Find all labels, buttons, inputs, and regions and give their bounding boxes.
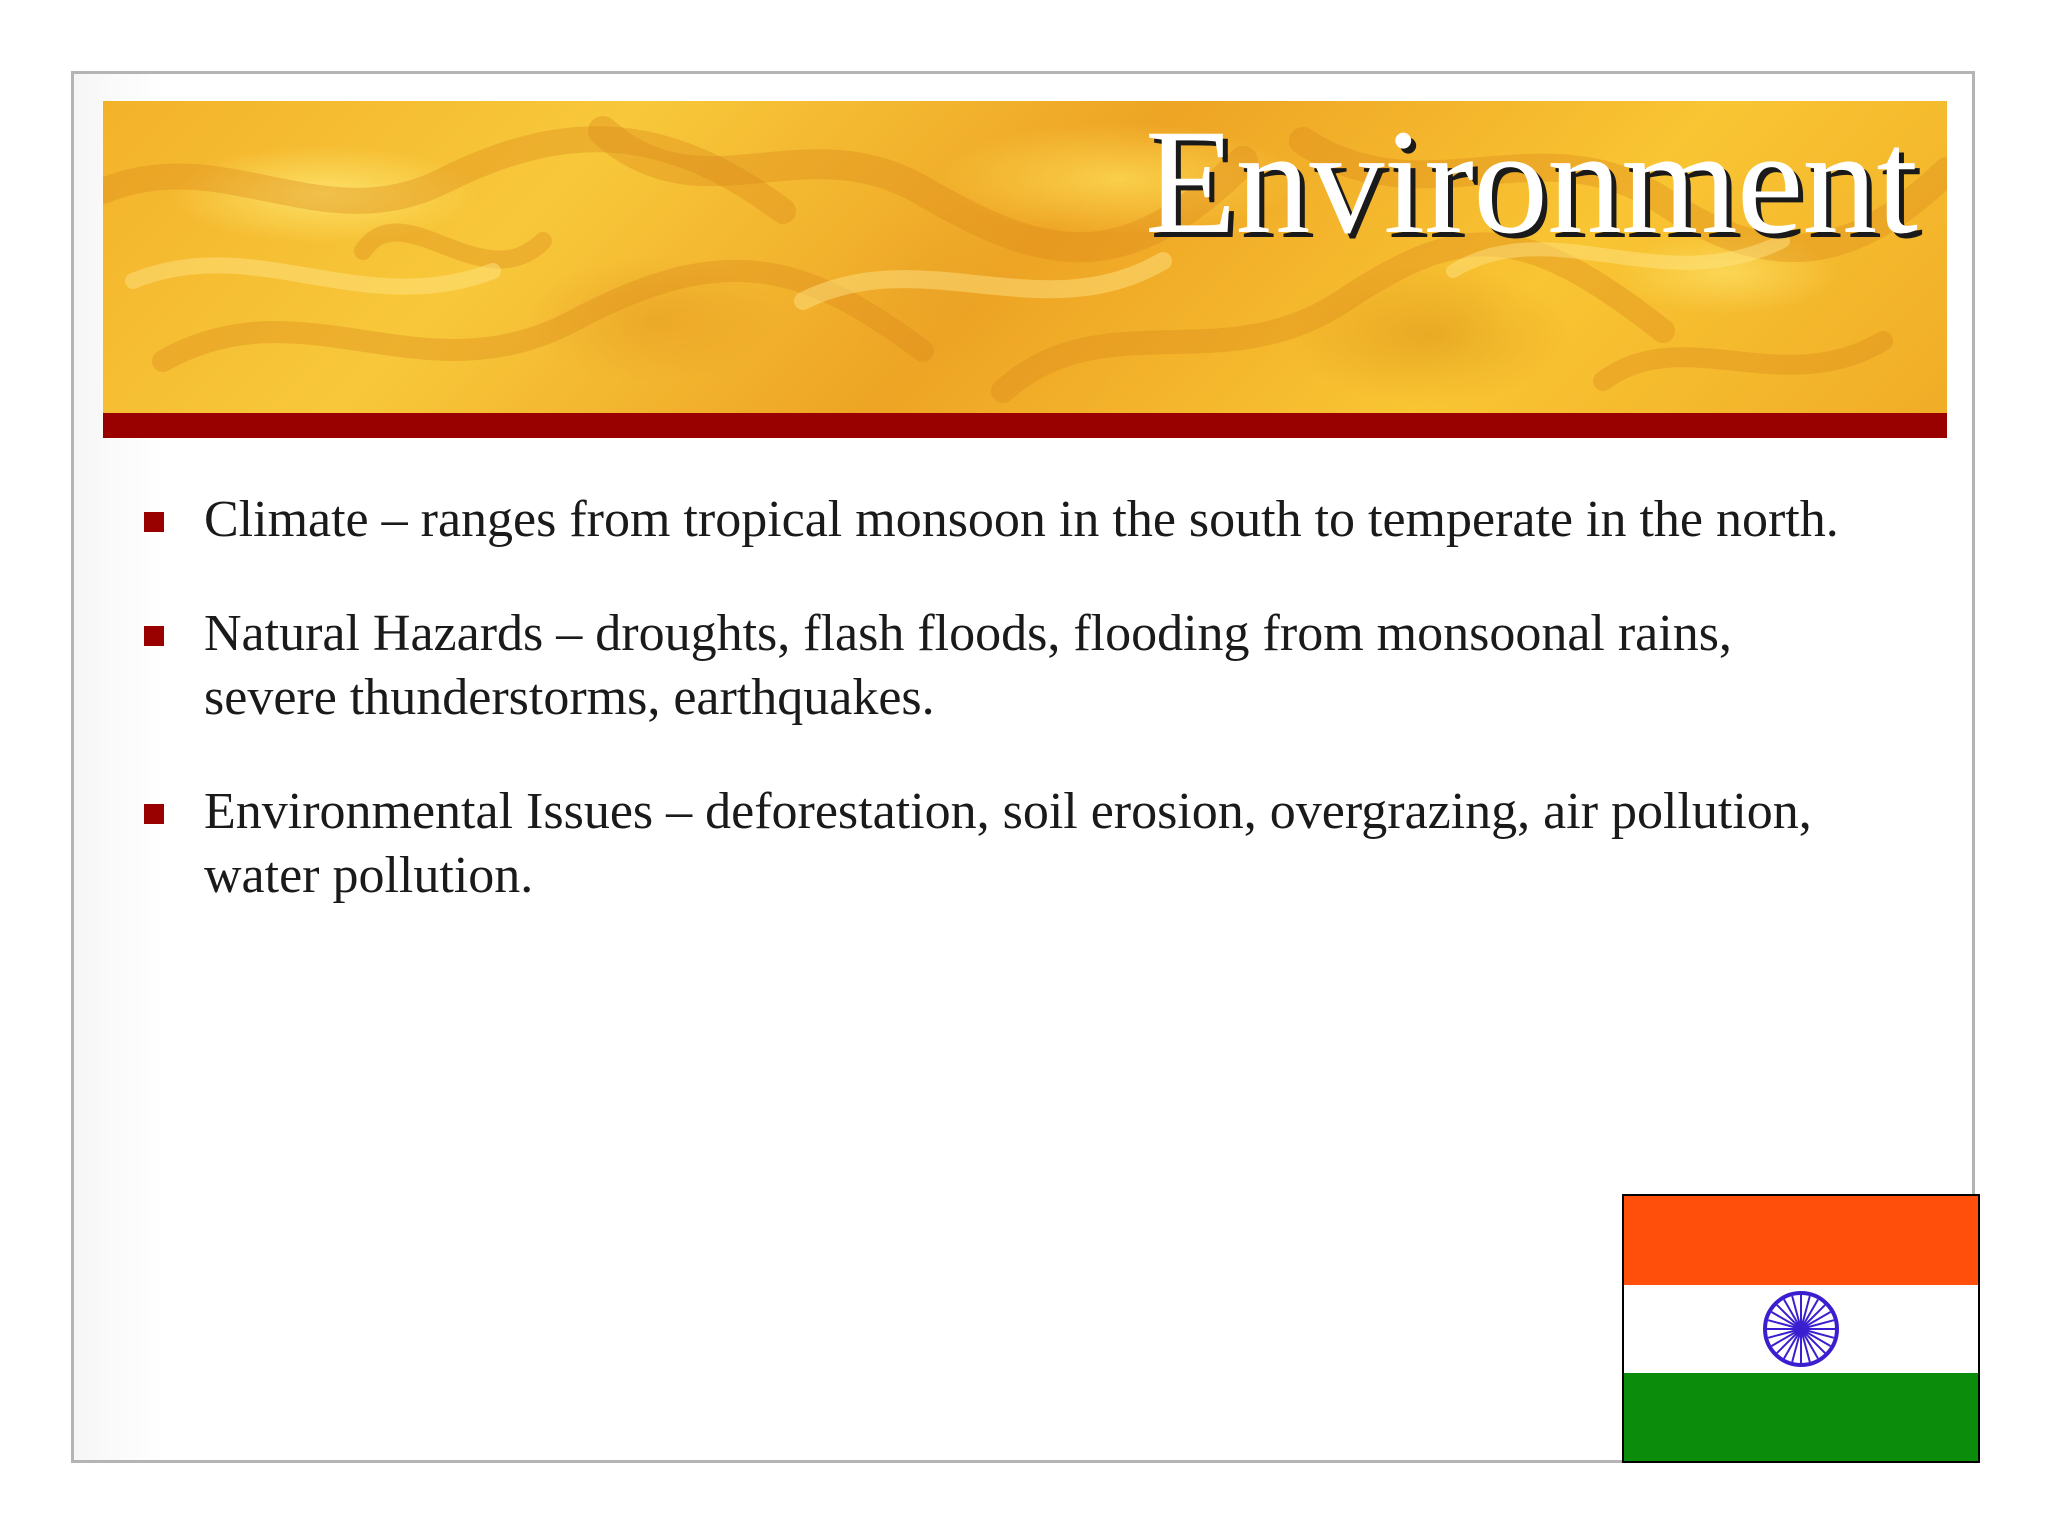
title-underline-bar (103, 413, 1947, 438)
ashoka-chakra-icon (1761, 1289, 1841, 1369)
bullet-list (144, 488, 1844, 958)
square-bullet-icon (144, 626, 164, 646)
square-bullet-icon (144, 512, 164, 532)
flag-green-band (1624, 1373, 1978, 1461)
bullet-text: Natural Hazards – droughts, flash floods, flooding from monsoonal rains, severe thunderstorms, earthquakes. (204, 605, 1732, 726)
bullet-natural-hazards (144, 602, 1844, 730)
slide-title: Environment (1144, 101, 1917, 265)
square-bullet-icon (144, 804, 164, 824)
bullet-text: Climate – ranges from tropical monsoon in the south to temperate in the north. (204, 491, 1839, 548)
title-banner (103, 101, 1947, 413)
flag-saffron-band (1624, 1196, 1978, 1285)
bullet-environmental-issues (144, 780, 1844, 908)
india-flag-icon (1622, 1194, 1980, 1463)
bullet-climate (144, 488, 1844, 552)
bullet-text: Environmental Issues – deforestation, soil erosion, overgrazing, air pollution, water pollution. (204, 783, 1812, 904)
